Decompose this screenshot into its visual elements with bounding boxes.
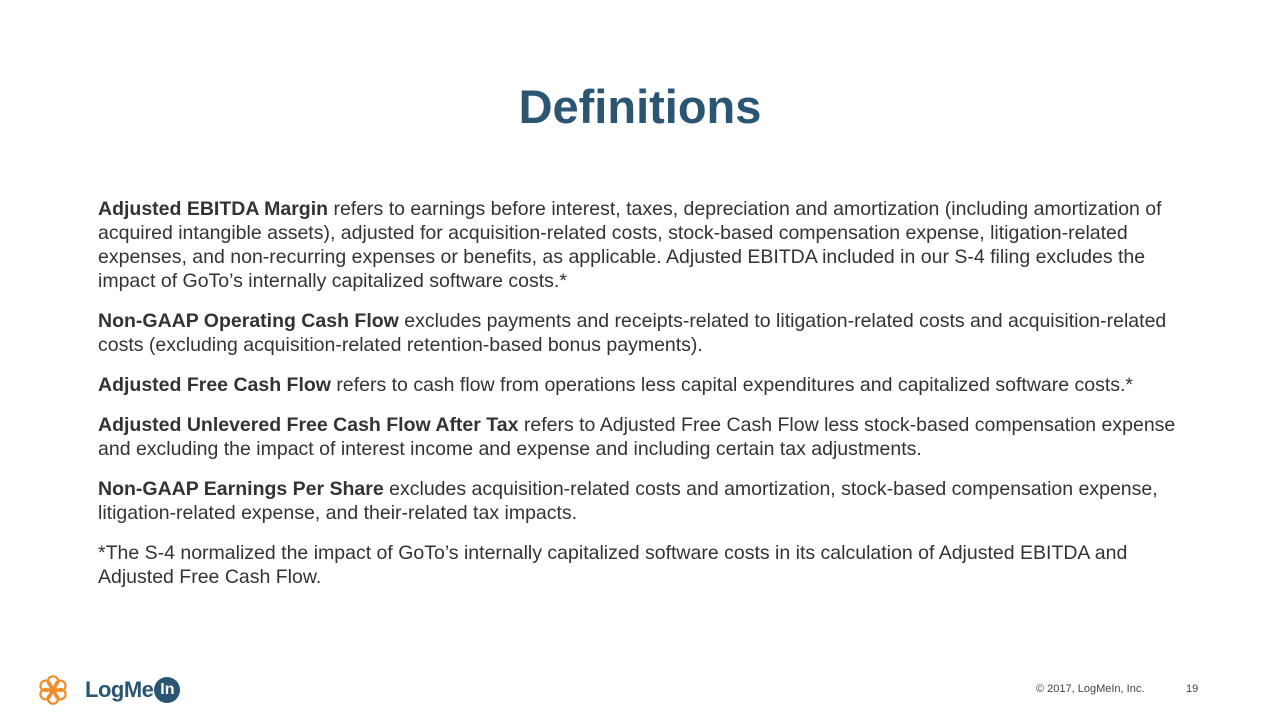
logo-wordmark bbox=[85, 677, 180, 703]
logo-text: LogMe bbox=[85, 677, 154, 702]
definition-text: excludes acquisition-related costs and amortization, stock-based compensation expense, litigation-related expense, and their-related tax impacts. bbox=[98, 478, 1158, 524]
definition-text: refers to earnings before interest, taxes, depreciation and amortization (including amortization of acquired intangible assets), adjusted for acquisition-related costs, stock-based compensation expense, litigation-related expenses, and non-recurring expenses or benefits, as applicable. Adjusted EBITDA included in our S-4 filing excludes the impact of GoTo’s internally capitalized software costs.* bbox=[98, 198, 1162, 292]
page-number: 19 bbox=[1186, 683, 1199, 695]
definition-adjusted-ebitda-margin bbox=[98, 197, 1188, 293]
slide-title: Definitions bbox=[518, 80, 762, 133]
logmein-flower-icon bbox=[37, 674, 69, 706]
definition-text: excludes payments and receipts-related to litigation-related costs and acquisition-related costs (excluding acquisition-related retention-based bonus payments). bbox=[98, 310, 1167, 356]
definition-non-gaap-eps bbox=[98, 477, 1188, 525]
logo-in-badge: In bbox=[154, 677, 180, 703]
definition-term: Adjusted EBITDA Margin bbox=[98, 198, 329, 220]
definition-term: Adjusted Free Cash Flow bbox=[98, 374, 331, 396]
company-logo bbox=[37, 674, 180, 706]
definitions-list bbox=[98, 197, 1188, 605]
definition-term: Non-GAAP Earnings Per Share bbox=[98, 478, 384, 500]
copyright-notice: © 2017, LogMeIn, Inc. bbox=[1036, 683, 1145, 695]
definition-text: refers to Adjusted Free Cash Flow less stock-based compensation expense and excluding the impact of interest income and expense and including certain tax adjustments. bbox=[98, 414, 1176, 460]
definition-term: Non-GAAP Operating Cash Flow bbox=[98, 310, 399, 332]
definition-non-gaap-operating-cash-flow bbox=[98, 309, 1188, 357]
definition-term: Adjusted Unlevered Free Cash Flow After Tax bbox=[98, 414, 519, 436]
definition-adjusted-free-cash-flow bbox=[98, 373, 1188, 397]
footnote: *The S-4 normalized the impact of GoTo’s internally capitalized software costs in its calculation of Adjusted EBITDA and Adjusted Free Cash Flow. bbox=[98, 542, 1128, 588]
definition-adjusted-unlevered-free-cash-flow bbox=[98, 413, 1188, 461]
definition-text: refers to cash flow from operations less capital expenditures and capitalized software costs.* bbox=[336, 374, 1134, 396]
